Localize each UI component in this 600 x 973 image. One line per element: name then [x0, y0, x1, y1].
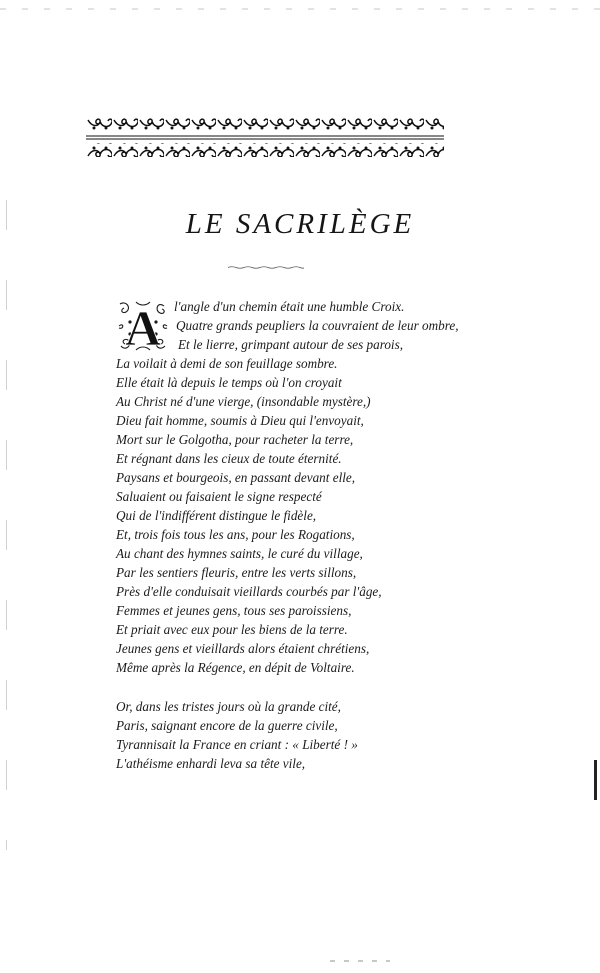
scan-edge-left [6, 200, 7, 850]
scan-edge-right-mark [594, 760, 597, 800]
verse-line: Jeunes gens et vieillards alors étaient chrétiens, [116, 641, 370, 656]
verse-line: Femmes et jeunes gens, tous ses paroissiens, [116, 603, 352, 618]
ornamental-header-band [86, 118, 444, 158]
verse-line: Par les sentiers fleuris, entre les verts sillons, [116, 565, 357, 580]
verse-line: Paysans et bourgeois, en passant devant elle, [116, 470, 356, 485]
verse-line: Au Christ né d'une vierge, (insondable mystère,) [116, 394, 371, 409]
verse-line: Et priait avec eux pour les biens de la terre. [116, 622, 348, 637]
verse-line: Et le lierre, grimpant autour de ses parois, [178, 337, 404, 352]
verse-line: Et régnant dans les cieux de toute éternité. [116, 451, 342, 466]
verse-line: Mort sur le Golgotha, pour racheter la terre, [116, 432, 354, 447]
verse-line: Dieu fait homme, soumis à Dieu qui l'envoyait, [116, 413, 364, 428]
verse-line: Saluaient ou faisaient le signe respecté [116, 489, 322, 504]
verse-line: La voilait à demi de son feuillage sombre. [116, 356, 338, 371]
verse-line: l'angle d'un chemin était une humble Croix. [174, 299, 405, 314]
verse-line: Près d'elle conduisait vieillards courbés par l'âge, [116, 584, 382, 599]
scan-edge-bottom [330, 960, 390, 962]
verse-line: Et, trois fois tous les ans, pour les Rogations, [116, 527, 355, 542]
decorated-dropcap [116, 298, 170, 354]
verse-line: Quatre grands peupliers la couvraient de leur ombre, [176, 318, 459, 333]
verse-line: Elle était là depuis le temps où l'on croyait [116, 375, 342, 390]
verse-line: Or, dans les tristes jours où la grande cité, [116, 699, 341, 714]
verse-line: Paris, saignant encore de la guerre civile, [116, 718, 338, 733]
verse-line: Au chant des hymnes saints, le curé du village, [116, 546, 363, 561]
verse-line: Même après la Régence, en dépit de Voltaire. [116, 660, 355, 675]
title-rule-ornament [228, 266, 304, 269]
verse-line: L'athéisme enhardi leva sa tête vile, [116, 756, 306, 771]
verse-line: Tyrannisait la France en criant : « Liberté ! » [116, 737, 358, 752]
scan-edge-top [0, 8, 600, 10]
page-title: LE SACRILÈGE [185, 208, 415, 240]
dropcap-letter: A [124, 300, 162, 354]
verse-line: Qui de l'indifférent distingue le fidèle, [116, 508, 317, 523]
